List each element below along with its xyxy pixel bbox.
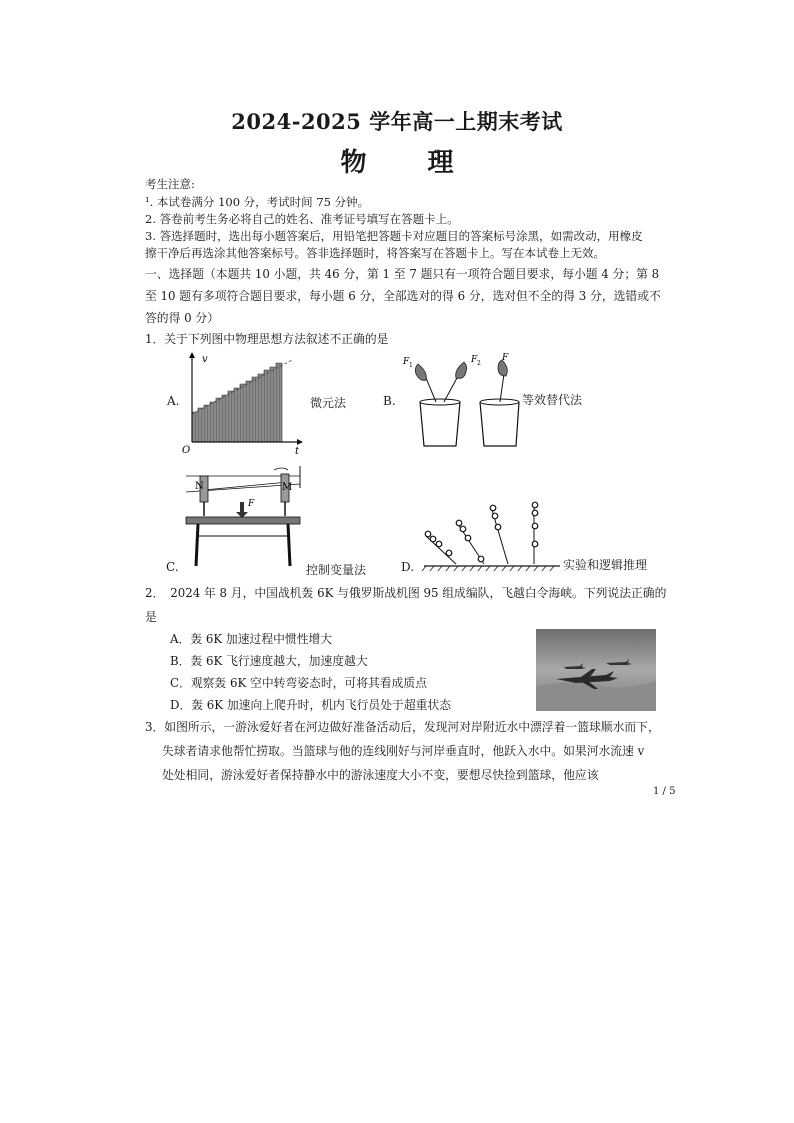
q2-stem-line-1: 2． 2024 年 8 月，中国战机轰 6K 与俄罗斯战机图 95 组成编队，飞越白令海峡。下列说法正确的	[145, 586, 667, 600]
page-number: 1 / 5	[653, 786, 676, 797]
q1-option-b-method: 等效替代法	[522, 393, 583, 407]
q2-stem-line-2: 是	[145, 610, 157, 624]
section-heading-line-3: 答的得 0 分）	[145, 311, 219, 325]
force-f-label: F	[502, 353, 509, 363]
force-f1-sub: 1	[409, 362, 413, 369]
notice-item-3: 3. 答选择题时，选出每小题答案后，用铅笔把答题卡对应题目的答案标号涂黑，如需改动，用橡皮	[145, 229, 643, 243]
q2-photo-bomber-formation	[536, 629, 656, 711]
force-f2-sub: 2	[477, 360, 481, 367]
q3-line-3: 处处相同，游泳爱好者保持静水中的游泳速度大小不变，要想尽快捡到篮球，他应该	[162, 768, 599, 782]
force-f1-label: F	[403, 357, 410, 367]
mirror-m-label: M	[282, 482, 293, 493]
notice-item-3-cont: 擦干净后再选涂其他答案标号。答非选择题时，将答案写在答题卡上。写在本试卷上无效。	[145, 246, 605, 260]
notice-heading: 考生注意:	[145, 177, 195, 191]
q1-option-b-letter: B.	[383, 394, 396, 408]
q1-option-c-method: 控制变量法	[306, 563, 367, 577]
axis-t-label: t	[295, 446, 300, 457]
q1-option-a-method: 微元法	[310, 396, 347, 410]
q1-figure-d-inclined-planes	[418, 498, 563, 572]
q2-option-c: C．观察轰 6K 空中转弯姿态时，可将其看成质点	[170, 676, 427, 690]
notice-item-1: ¹. 本试卷满分 100 分，考试时间 75 分钟。	[145, 195, 370, 209]
q1-figure-b-flower-pots	[398, 350, 520, 448]
origin-label: O	[182, 445, 191, 456]
q3-line-1: 3．如图所示，一游泳爱好者在河边做好准备活动后，发现河对岸附近水中漂浮着一篮球顺水而下，	[145, 720, 660, 734]
section-heading-line-1: 一、选择题（本题共 10 小题，共 46 分，第 1 至 7 题只有一项符合题目要求，每小题 4 分；第 8	[145, 267, 660, 281]
q2-option-b: B．轰 6K 飞行速度越大，加速度越大	[170, 654, 368, 668]
q2-option-d: D．轰 6K 加速向上爬升时，机内飞行员处于超重状态	[170, 698, 452, 712]
section-heading-line-2: 至 10 题有多项符合题目要求，每小题 6 分，全部选对的得 6 分，选对但不全的得 3 分，选错或不	[145, 289, 661, 303]
q2-option-a: A．轰 6K 加速过程中惯性增大	[170, 632, 333, 646]
axis-v-label: v	[202, 354, 208, 365]
exam-title: 2024-2025 学年高一上期末考试	[231, 109, 563, 134]
q1-figure-c-table-mirrors	[184, 462, 306, 570]
q3-line-2: 失球者请求他帮忙捞取。当篮球与他的连线刚好与河岸垂直时，他跃入水中。如果河水流速 v	[162, 744, 645, 758]
force-f2-label: F	[471, 355, 478, 365]
q1-option-c-letter: C.	[166, 560, 179, 574]
subject-title: 物 理	[340, 148, 480, 178]
q1-option-a-letter: A.	[167, 394, 180, 408]
force-fc-label: F	[248, 499, 255, 509]
q1-option-d-method: 实验和逻辑推理	[563, 558, 648, 572]
notice-item-2: 2. 答卷前考生务必将自己的姓名、准考证号填写在答题卡上。	[145, 212, 459, 226]
q1-stem: 1．关于下列图中物理思想方法叙述不正确的是	[145, 332, 389, 346]
q1-option-d-letter: D.	[401, 560, 415, 574]
q1-figure-a-vt-graph	[180, 350, 305, 455]
mirror-n-label: N	[195, 481, 204, 492]
